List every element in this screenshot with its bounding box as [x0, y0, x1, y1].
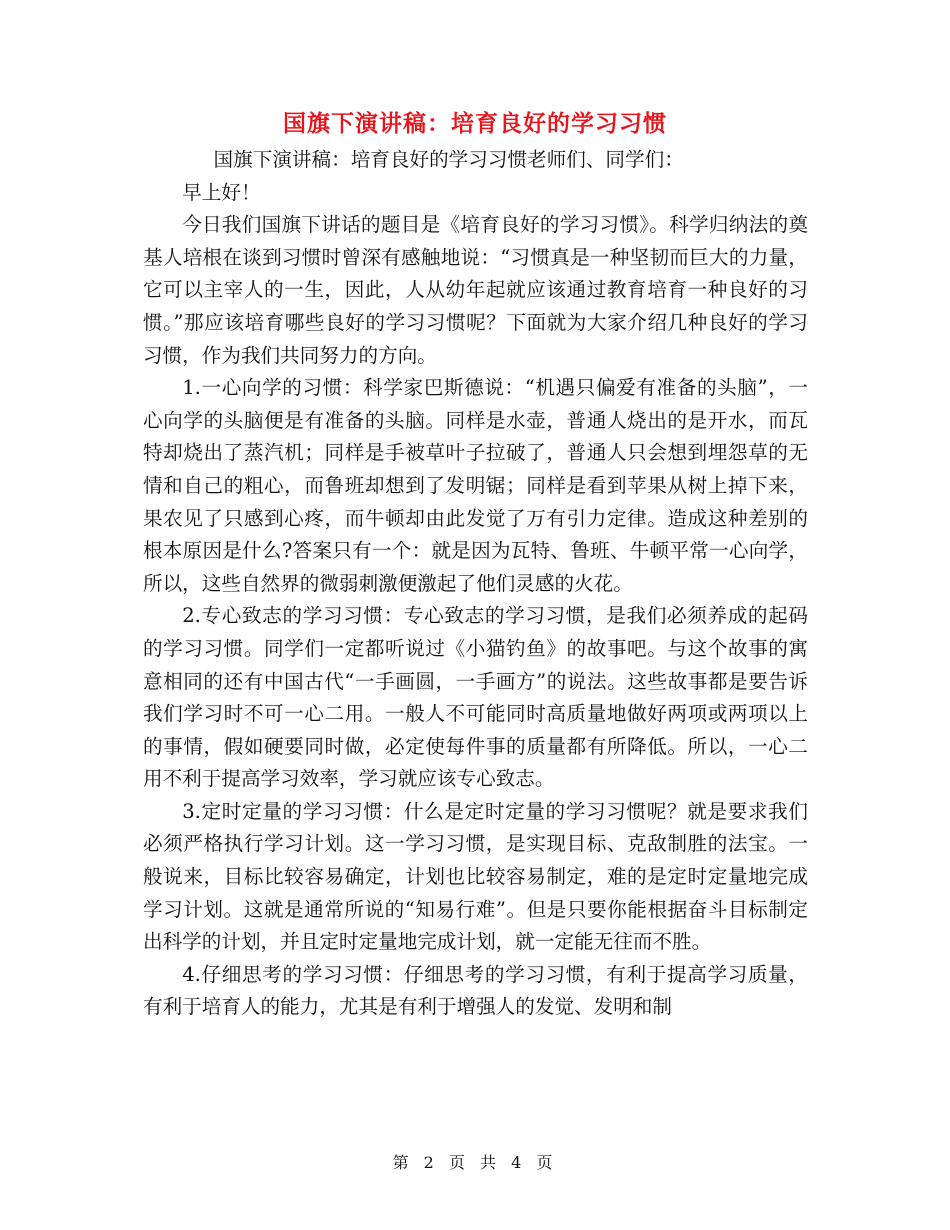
- habit-3-paragraph: 3.定时定量的学习习惯：什么是定时定量的学习习惯呢？就是要求我们必须严格执行学习计划。这一学习习惯，是实现目标、克敌制胜的法宝。一般说来，目标比较容易确定，计划也比较容易制定，难的是定时定量地完成学习计划。这就是通常所说的“知易行难”。但是只要你能根据奋斗目标制定出科学的计划，并且定时定量地完成计划，就一定能无往而不胜。: [143, 799, 808, 954]
- habit-4-paragraph: 4.仔细思考的学习习惯：仔细思考的学习习惯，有利于提高学习质量，有利于培育人的能力，尤其是有利于增强人的发觉、发明和制: [143, 962, 808, 1019]
- document-title: 国旗下演讲稿：培育良好的学习习惯: [283, 110, 667, 137]
- greeting-paragraph: 早上好！: [182, 180, 261, 204]
- page-number-footer: 第 2 页 共 4 页: [392, 1153, 558, 1172]
- document-body: [143, 144, 808, 1024]
- intro-paragraph: 今日我们国旗下讲话的题目是《培育良好的学习习惯》。科学归纳法的奠基人培根在谈到习惯时曾深有感触地说：“习惯真是一种坚韧而巨大的力量，它可以主宰人的一生，因此，人从幼年起就应该通过教育培育一种良好的习惯。”那应该培育哪些良好的学习习惯呢？下面就为大家介绍几种良好的学习习惯，作为我们共同努力的方向。: [143, 213, 808, 367]
- habit-2-paragraph: 2.专心致志的学习习惯：专心致志的学习习惯，是我们必须养成的起码的学习习惯。同学们一定都听说过《小猫钓鱼》的故事吧。与这个故事的寓意相同的还有中国古代“一手画圆，一手画方”的说法。这些故事都是要告诉我们学习时不可一心二用。一般人不可能同时高质量地做好两项或两项以上的事情，假如硬要同时做，必定使每件事的质量都有所降低。所以，一心二用不利于提高学习效率，学习就应该专心致志。: [143, 604, 808, 791]
- salutation-paragraph: 国旗下演讲稿：培育良好的学习习惯老师们、同学们：: [213, 148, 684, 171]
- habit-1-paragraph: 1.一心向学的习惯：科学家巴斯德说：“机遇只偏爱有准备的头脑”，一心向学的头脑便是有准备的头脑。同样是水壶，普通人烧出的是开水，而瓦特却烧出了蒸汽机；同样是手被草叶子拉破了，普通人只会想到埋怨草的无情和自己的粗心，而鲁班却想到了发明锯；同样是看到苹果从树上掉下来，果农见了只感到心疼，而牛顿却由此发觉了万有引力定律。造成这种差别的根本原因是什么?答案只有一个：就是因为瓦特、鲁班、牛顿平常一心向学，所以，这些自然界的微弱刺激便激起了他们灵感的火花。: [143, 376, 808, 595]
